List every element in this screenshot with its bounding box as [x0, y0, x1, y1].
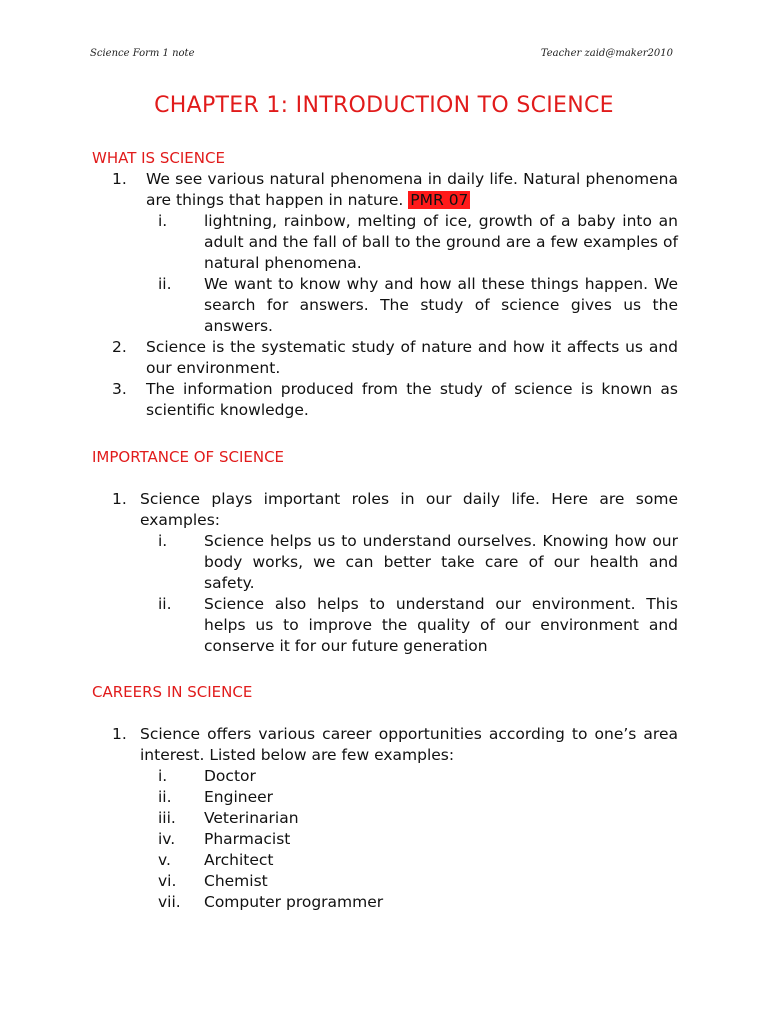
- header-left: Science Form 1 note: [90, 48, 195, 59]
- item-text: Science offers various career opportunities according to one’s area interest. Listed below are few examples:: [140, 725, 678, 764]
- sub-item-number: ii.: [158, 275, 172, 293]
- career-item-architect: [92, 850, 678, 871]
- item-number: 1.: [112, 170, 127, 188]
- sub-item-text: Chemist: [204, 872, 268, 890]
- career-item-pharmacist: [92, 829, 678, 850]
- page-header: [90, 48, 673, 59]
- chapter-title: CHAPTER 1: INTRODUCTION TO SCIENCE: [154, 93, 614, 118]
- sub-item-text: We want to know why and how all these things happen. We search for answers. The study of science gives us the answers.: [204, 275, 678, 335]
- list-item: [92, 724, 678, 766]
- career-item-chemist: [92, 871, 678, 892]
- sub-item: [92, 274, 678, 337]
- sub-item-number: i.: [158, 767, 168, 785]
- career-item-computer-programmer: [92, 892, 678, 913]
- sub-item-text: lightning, rainbow, melting of ice, growth of a baby into an adult and the fall of ball to the ground are a few examples of natural phenomena.: [204, 212, 678, 272]
- item-text: Science plays important roles in our daily life. Here are some examples:: [140, 490, 678, 529]
- sub-item-number: iii.: [158, 809, 176, 827]
- sub-item-number: ii.: [158, 595, 172, 613]
- list-item: [92, 379, 678, 421]
- sub-item: [92, 531, 678, 594]
- career-item-engineer: [92, 787, 678, 808]
- sub-item-text: Veterinarian: [204, 809, 299, 827]
- sub-item-number: ii.: [158, 788, 172, 806]
- section-careers-in-science: [92, 682, 678, 913]
- section-what-is-science: [92, 148, 678, 421]
- item-text: The information produced from the study of science is known as scientific knowledge.: [146, 380, 678, 419]
- item-number: 2.: [112, 338, 127, 356]
- sub-item-number: iv.: [158, 830, 176, 848]
- sub-item-text: Science also helps to understand our environment. This helps us to improve the quality of our environment and conserve it for our future generation: [204, 595, 678, 655]
- list-item: [92, 489, 678, 531]
- sub-item-text: Architect: [204, 851, 274, 869]
- section-heading: CAREERS IN SCIENCE: [92, 683, 253, 701]
- header-right: Teacher zaid@maker2010: [540, 48, 673, 59]
- item-number: 1.: [112, 490, 127, 508]
- sub-item-number: vii.: [158, 893, 181, 911]
- sub-item: [92, 594, 678, 657]
- sub-item-text: Pharmacist: [204, 830, 291, 848]
- section-heading: WHAT IS SCIENCE: [92, 149, 225, 167]
- career-item-veterinarian: [92, 808, 678, 829]
- section-heading: IMPORTANCE OF SCIENCE: [92, 448, 285, 466]
- sub-item-number: vi.: [158, 872, 177, 890]
- item-text: We see various natural phenomena in daily life. Natural phenomena are things that happen in nature.: [146, 170, 678, 209]
- list-item: [92, 169, 678, 211]
- item-number: 1.: [112, 725, 127, 743]
- sub-item-text: Doctor: [204, 767, 256, 785]
- sub-item-text: Science helps us to understand ourselves. Knowing how our body works, we can better take care of our health and safety.: [204, 532, 678, 592]
- pmr-badge: PMR 07: [410, 191, 469, 209]
- sub-item-text: Engineer: [204, 788, 274, 806]
- item-number: 3.: [112, 380, 127, 398]
- list-item: [92, 337, 678, 379]
- section-importance-of-science: [92, 447, 678, 657]
- career-item-doctor: [92, 766, 678, 787]
- sub-item-number: v.: [158, 851, 171, 869]
- sub-item-number: i.: [158, 212, 168, 230]
- sub-item: [92, 211, 678, 274]
- sub-item-number: i.: [158, 532, 168, 550]
- item-text: Science is the systematic study of nature and how it affects us and our environment.: [146, 338, 678, 377]
- sub-item-text: Computer programmer: [204, 893, 384, 911]
